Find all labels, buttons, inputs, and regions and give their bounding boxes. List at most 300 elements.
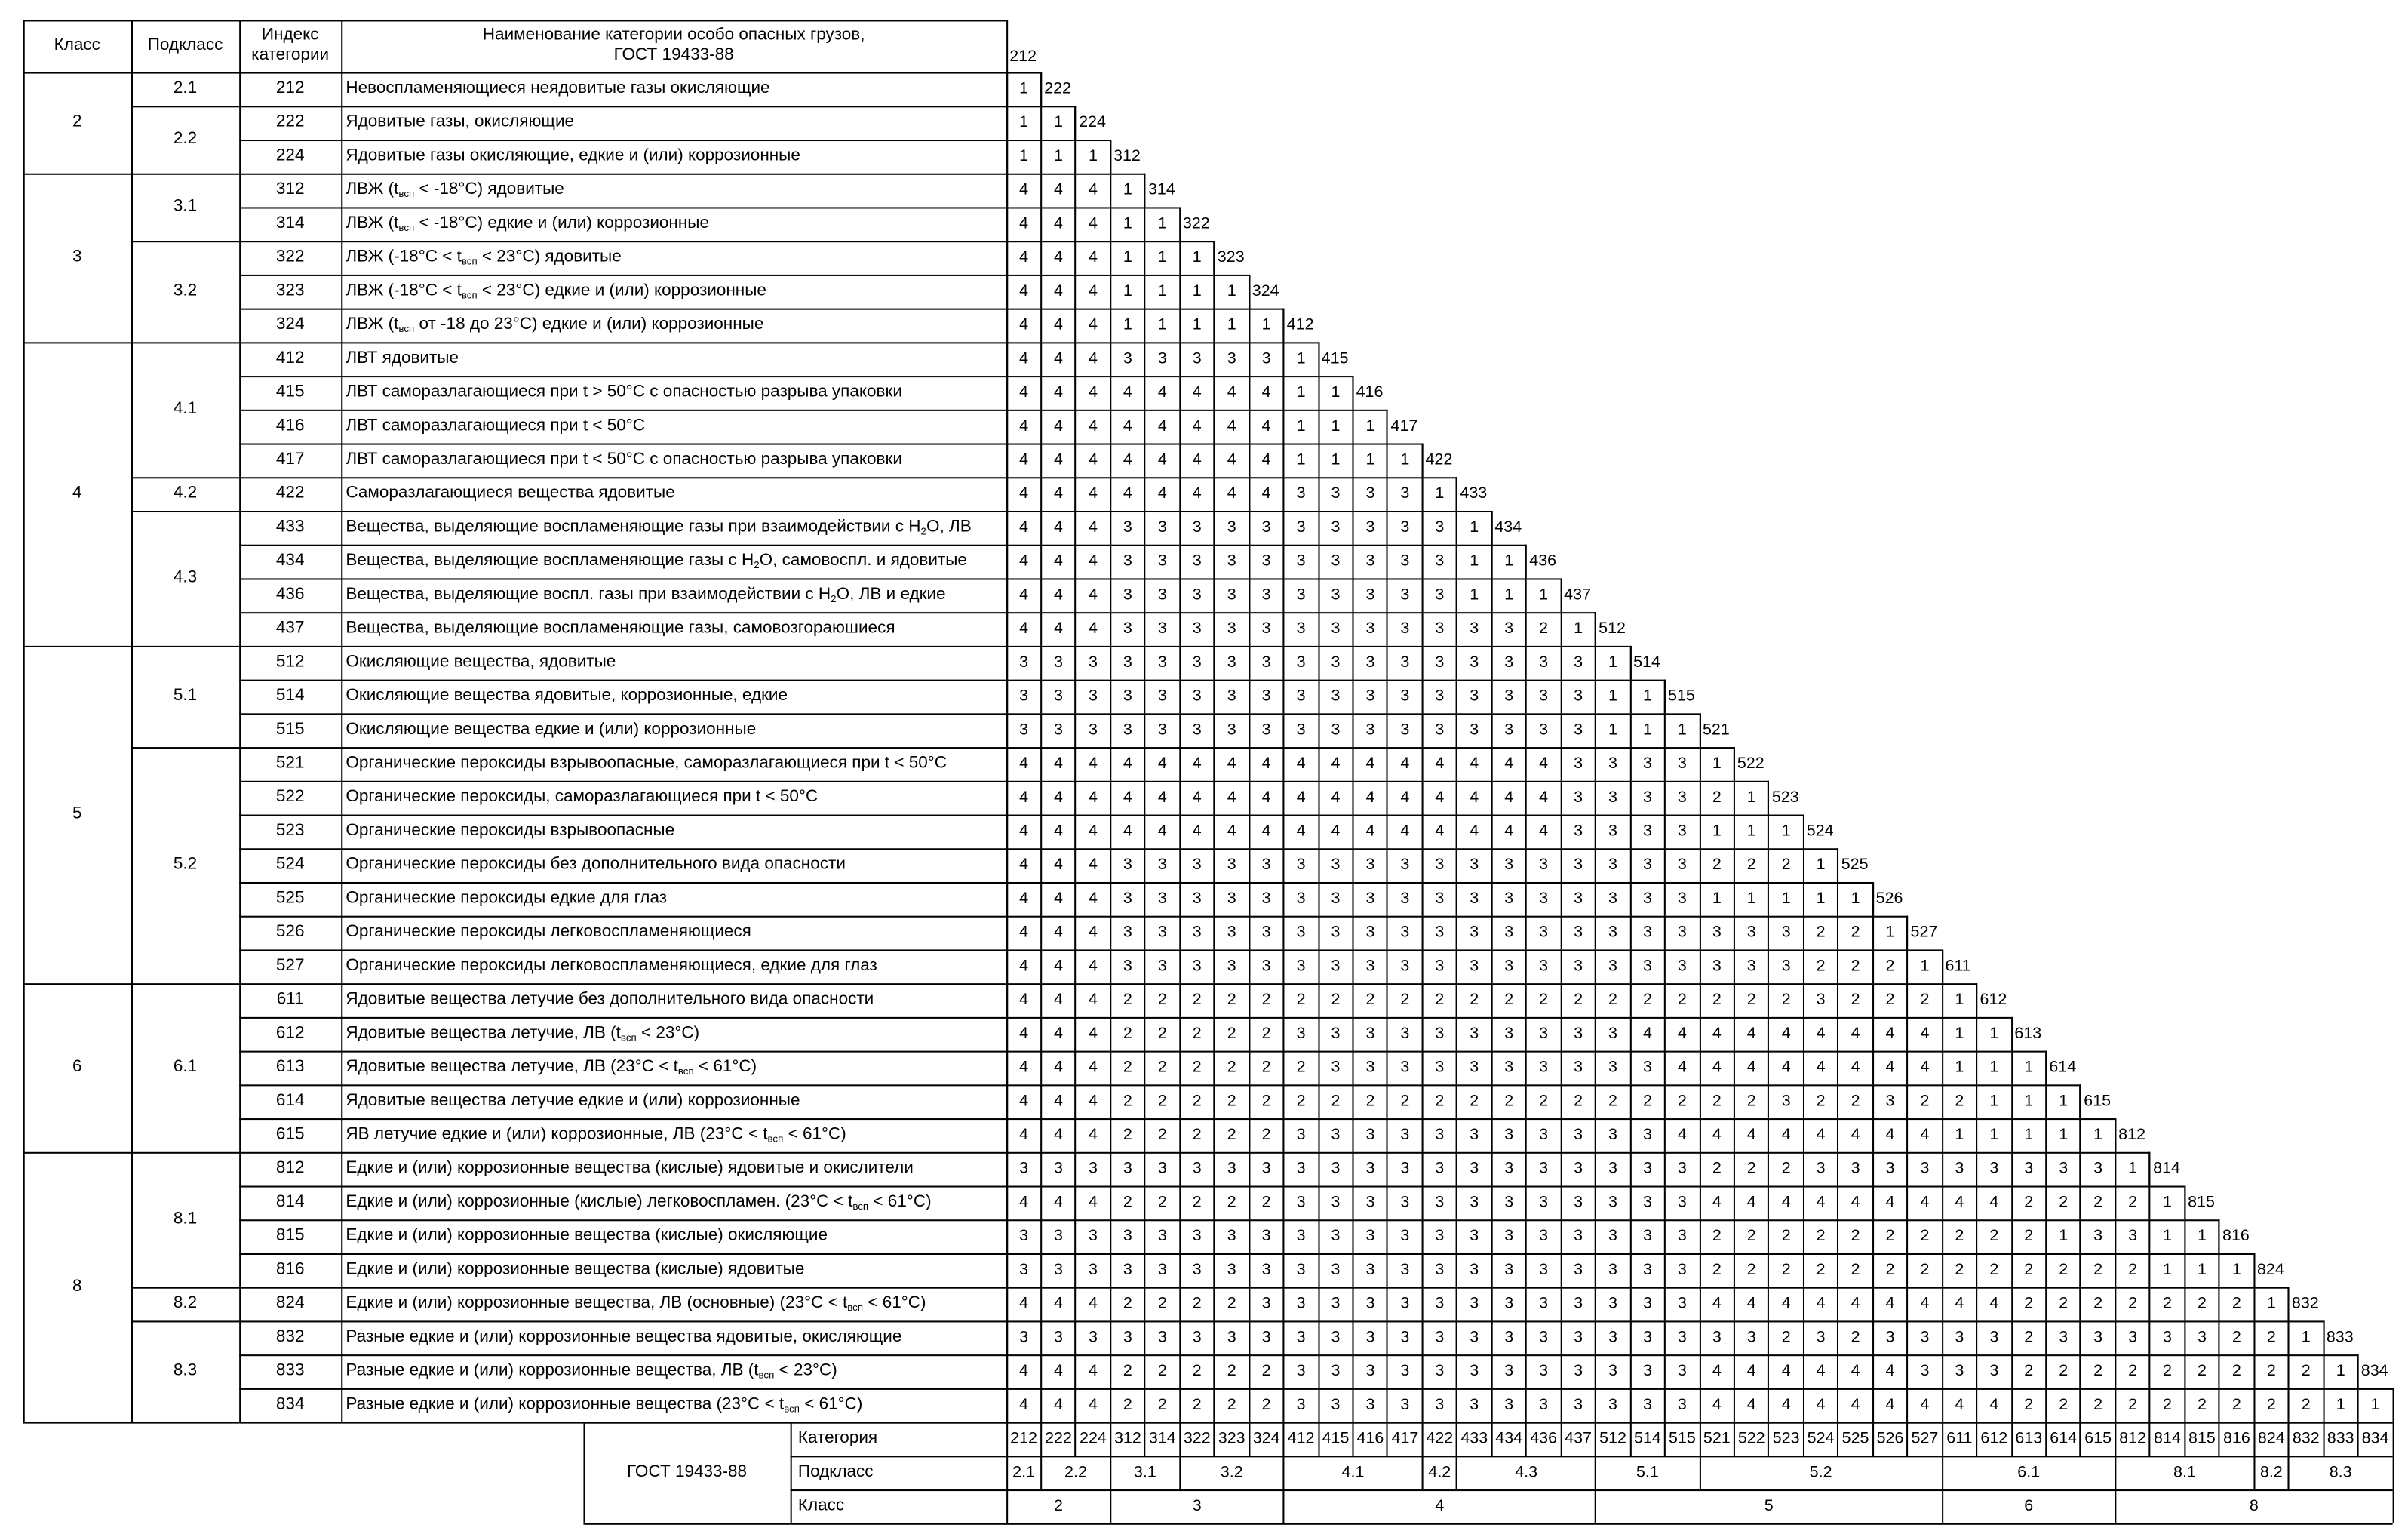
matrix-cell: 4 xyxy=(1712,1024,1722,1043)
matrix-cell-border xyxy=(1179,646,1181,680)
matrix-cell: 2 xyxy=(1608,990,1618,1010)
matrix-cell: 2 xyxy=(2128,1361,2138,1381)
matrix-cell-border xyxy=(1040,1118,1042,1152)
matrix-step-border xyxy=(1283,309,1285,343)
matrix-cell-border xyxy=(1040,916,1042,950)
matrix-cell: 3 xyxy=(1400,1294,1410,1313)
matrix-cell-border xyxy=(1734,1253,1735,1287)
matrix-cell-border xyxy=(1179,848,1181,882)
matrix-cell-border xyxy=(1768,1219,1770,1253)
matrix-cell-border xyxy=(1872,1084,1874,1118)
class-label: 6 xyxy=(72,1057,82,1077)
matrix-cell-border xyxy=(1560,1253,1562,1287)
footer-sub-border xyxy=(1040,1456,1042,1489)
category-name: ЯВ летучие едкие и (или) коррозионные, ЛВ $(23^\circ C < t_{всп} < 61^\circ C)$ xyxy=(346,1125,846,1145)
matrix-cell: 1 xyxy=(1608,687,1618,706)
matrix-cell-border xyxy=(1283,949,1285,983)
matrix-cell-border xyxy=(1075,410,1077,444)
matrix-cell-border xyxy=(1249,646,1250,680)
subclass-label: 5.2 xyxy=(173,855,198,874)
matrix-cell-border xyxy=(1768,1354,1770,1388)
matrix-cell-border xyxy=(1734,781,1735,815)
matrix-cell: 3 xyxy=(2059,1328,2069,1347)
matrix-cell: 4 xyxy=(1331,788,1341,807)
matrix-cell: 2 xyxy=(1920,1091,1930,1111)
matrix-cell: 4 xyxy=(1088,1125,1098,1145)
footer-category: 611 xyxy=(1946,1429,1973,1448)
matrix-cell-border xyxy=(1283,1219,1285,1253)
matrix-cell-border xyxy=(1456,1017,1457,1051)
matrix-cell-border xyxy=(1110,882,1111,916)
matrix-cell-border xyxy=(1872,983,1874,1017)
matrix-cell-border xyxy=(1560,1084,1562,1118)
class-label: 3 xyxy=(72,247,82,266)
matrix-cell-border xyxy=(2010,1354,2012,1388)
matrix-cell-border xyxy=(1179,410,1181,444)
matrix-cell: 2 xyxy=(2093,1395,2103,1414)
matrix-cell-border xyxy=(1560,781,1562,815)
matrix-cell-border xyxy=(1110,1084,1111,1118)
matrix-cell: 3 xyxy=(1296,1226,1306,1246)
matrix-row-border xyxy=(1006,443,1387,444)
matrix-cell: 3 xyxy=(1227,687,1236,706)
diagonal-label: 816 xyxy=(2222,1226,2250,1246)
matrix-cell-border xyxy=(1040,376,1042,410)
matrix-cell: 4 xyxy=(1019,180,1029,199)
footer-class: 2 xyxy=(1054,1496,1064,1516)
category-index: 824 xyxy=(275,1293,305,1313)
matrix-row-border xyxy=(1006,1320,2289,1321)
matrix-cell-border xyxy=(1283,848,1285,882)
matrix-cell-border xyxy=(1421,1354,1423,1388)
matrix-cell: 3 xyxy=(1574,788,1583,807)
matrix-cell-border xyxy=(1318,1219,1319,1253)
matrix-cell-border xyxy=(1906,949,1908,983)
matrix-cell-border xyxy=(1387,983,1388,1017)
matrix-cell-border xyxy=(1283,713,1285,747)
diagonal-label: 437 xyxy=(1564,586,1592,604)
matrix-cell-border xyxy=(1803,949,1804,983)
diagonal-label: 515 xyxy=(1668,687,1695,706)
matrix-cell-border xyxy=(1838,1354,1839,1388)
matrix-cell: 4 xyxy=(1677,1058,1687,1077)
matrix-cell-border xyxy=(1179,1051,1181,1085)
matrix-cell-border xyxy=(1214,342,1215,376)
footer-category: 314 xyxy=(1148,1429,1176,1448)
matrix-cell-border xyxy=(1421,578,1423,612)
matrix-cell-border xyxy=(1214,1186,1215,1220)
matrix-cell: 3 xyxy=(1435,1294,1445,1313)
matrix-cell: 1 xyxy=(2059,1226,2069,1246)
matrix-cell: 3 xyxy=(1331,1328,1341,1347)
matrix-cell-border xyxy=(1352,882,1353,916)
matrix-cell-border xyxy=(1040,1388,1042,1422)
matrix-cell: 3 xyxy=(1296,1024,1306,1043)
matrix-cell: 3 xyxy=(1608,822,1618,841)
matrix-cell-border xyxy=(1803,1219,1804,1253)
subclass-label: 5.1 xyxy=(173,686,198,706)
matrix-cell: 2 xyxy=(1296,990,1306,1010)
matrix-cell: 4 xyxy=(1054,450,1064,469)
matrix-cell: 2 xyxy=(1642,1091,1652,1111)
footer-cat-border xyxy=(2184,1422,2185,1456)
category-name: ЛВЖ ($t_{всп}$ от -18 до 23°C) едкие и (или) коррозионные xyxy=(346,315,764,336)
matrix-cell-border xyxy=(1387,848,1388,882)
matrix-cell-border xyxy=(2045,1118,2047,1152)
matrix-cell: 3 xyxy=(1885,1328,1895,1347)
matrix-cell-border xyxy=(1906,1084,1908,1118)
matrix-cell: 2 xyxy=(1851,1260,1860,1280)
matrix-cell: 3 xyxy=(1608,1226,1618,1246)
matrix-cell: 3 xyxy=(1227,1226,1236,1246)
matrix-cell-border xyxy=(1941,1017,1943,1051)
matrix-cell: 3 xyxy=(1539,1159,1549,1178)
matrix-cell: 2 xyxy=(1642,990,1652,1010)
footer-cat-border xyxy=(1214,1422,1215,1456)
matrix-cell: 1 xyxy=(1123,281,1132,300)
matrix-cell: 4 xyxy=(1054,1395,1064,1414)
matrix-cell-border xyxy=(1734,1388,1735,1422)
matrix-cell-border xyxy=(2253,1388,2255,1422)
matrix-cell: 4 xyxy=(1019,586,1029,604)
matrix-cell: 3 xyxy=(1608,855,1618,875)
matrix-cell: 4 xyxy=(1816,1125,1826,1145)
matrix-cell-border xyxy=(1906,1287,1908,1321)
footer-border xyxy=(1006,1422,1007,1523)
matrix-cell-border xyxy=(1179,1354,1181,1388)
matrix-cell: 2 xyxy=(1192,1024,1202,1043)
matrix-cell: 4 xyxy=(1781,1294,1791,1313)
matrix-cell-border xyxy=(1352,747,1353,781)
matrix-cell-border xyxy=(1318,376,1319,410)
matrix-cell-border xyxy=(1941,983,1943,1017)
matrix-cell-border xyxy=(1110,983,1111,1017)
matrix-cell-border xyxy=(1318,612,1319,646)
matrix-cell-border xyxy=(1664,1287,1666,1321)
matrix-cell: 3 xyxy=(1261,1260,1271,1280)
matrix-cell: 3 xyxy=(1331,484,1341,503)
footer-cat-border xyxy=(1318,1422,1319,1456)
category-name: Едкие и (или) коррозионные вещества (кислые) ядовитые xyxy=(346,1260,805,1279)
matrix-cell: 3 xyxy=(1608,1361,1618,1381)
footer-cat-border xyxy=(1941,1422,1943,1456)
matrix-cell: 4 xyxy=(1157,754,1167,773)
matrix-row-border xyxy=(1006,1185,2150,1186)
footer-category: 515 xyxy=(1668,1429,1696,1448)
matrix-cell: 2 xyxy=(1261,1125,1271,1145)
matrix-cell-border xyxy=(1110,916,1111,950)
footer-cat-border xyxy=(1144,1422,1146,1456)
matrix-cell: 3 xyxy=(1400,1193,1410,1212)
matrix-cell: 2 xyxy=(1123,1125,1132,1145)
matrix-row-border xyxy=(1006,712,1665,714)
matrix-cell-border xyxy=(1803,983,1804,1017)
matrix-left-border xyxy=(1006,72,1007,1422)
matrix-cell: 4 xyxy=(1019,990,1029,1010)
matrix-cell: 3 xyxy=(1677,1226,1687,1246)
matrix-cell: 3 xyxy=(1435,619,1445,638)
matrix-cell-border xyxy=(1040,511,1042,545)
matrix-cell: 2 xyxy=(1851,990,1860,1010)
matrix-cell-border xyxy=(2045,1320,2047,1354)
matrix-cell: 3 xyxy=(1227,1260,1236,1280)
row-border xyxy=(239,274,1006,275)
matrix-step-border xyxy=(2149,1152,2151,1186)
matrix-step-border xyxy=(2150,1185,2185,1186)
matrix-cell-border xyxy=(1387,781,1388,815)
matrix-cell-border xyxy=(1803,1186,1804,1220)
matrix-cell: 3 xyxy=(1365,484,1375,503)
matrix-cell-border xyxy=(1768,1118,1770,1152)
matrix-cell-border xyxy=(1595,1051,1596,1085)
matrix-cell: 3 xyxy=(1261,687,1271,706)
matrix-step-border xyxy=(1457,510,1491,512)
matrix-cell-border xyxy=(2253,1287,2255,1321)
matrix-cell-border xyxy=(1110,1354,1111,1388)
row-border xyxy=(239,1084,1006,1085)
matrix-cell-border xyxy=(2045,1287,2047,1321)
matrix-cell-border xyxy=(2010,1388,2012,1422)
matrix-cell: 3 xyxy=(1157,1260,1167,1280)
footer-subclass: 8.3 xyxy=(2329,1462,2352,1482)
diagonal-label: 614 xyxy=(2049,1058,2077,1077)
matrix-cell: 4 xyxy=(1123,788,1132,807)
matrix-cell: 4 xyxy=(1019,417,1029,435)
matrix-cell: 2 xyxy=(1955,1091,1964,1111)
matrix-cell-border xyxy=(1595,1017,1596,1051)
matrix-cell-border xyxy=(1352,916,1353,950)
matrix-cell: 2 xyxy=(1746,990,1756,1010)
matrix-cell-border xyxy=(1803,916,1804,950)
matrix-cell: 4 xyxy=(1504,788,1514,807)
matrix-cell-border xyxy=(1941,1152,1943,1186)
matrix-cell-border xyxy=(1872,1219,1874,1253)
category-name: Вещества, выделяющие воспл. газы при взаимодействии с $H_2O$, ЛВ и едкие xyxy=(346,585,946,606)
matrix-cell-border xyxy=(1179,1186,1181,1220)
matrix-cell: 3 xyxy=(1054,1159,1064,1178)
matrix-cell: 1 xyxy=(2301,1328,2311,1347)
matrix-cell: 1 xyxy=(1296,383,1306,402)
matrix-cell: 3 xyxy=(1331,687,1341,706)
class-label: 8 xyxy=(72,1277,82,1296)
matrix-cell-border xyxy=(1214,1354,1215,1388)
category-index: 612 xyxy=(275,1024,305,1043)
matrix-cell-border xyxy=(1040,309,1042,343)
matrix-cell-border xyxy=(1421,680,1423,714)
matrix-cell-border xyxy=(1144,1084,1146,1118)
matrix-cell: 3 xyxy=(1365,1260,1375,1280)
matrix-cell-border xyxy=(1941,1051,1943,1085)
matrix-cell: 4 xyxy=(1123,754,1132,773)
matrix-cell-border xyxy=(2080,1219,2081,1253)
matrix-cell: 3 xyxy=(1157,889,1167,908)
matrix-cell-border xyxy=(1110,848,1111,882)
matrix-cell-border xyxy=(1734,916,1735,950)
matrix-cell-border xyxy=(2010,1152,2012,1186)
matrix-cell: 3 xyxy=(1574,653,1583,672)
matrix-cell: 3 xyxy=(1054,653,1064,672)
matrix-cell: 3 xyxy=(1574,1024,1583,1043)
matrix-cell: 2 xyxy=(1192,1294,1202,1313)
matrix-cell-border xyxy=(1214,444,1215,478)
matrix-cell-border xyxy=(1249,848,1250,882)
matrix-cell: 3 xyxy=(1157,1226,1167,1246)
matrix-cell: 4 xyxy=(1816,1058,1826,1077)
matrix-cell-border xyxy=(1491,848,1492,882)
matrix-cell: 3 xyxy=(1504,1294,1514,1313)
matrix-cell: 3 xyxy=(1470,923,1479,942)
matrix-cell-border xyxy=(1872,949,1874,983)
matrix-cell-border xyxy=(1318,916,1319,950)
matrix-cell-border xyxy=(1214,410,1215,444)
matrix-cell: 4 xyxy=(1989,1395,1999,1414)
matrix-cell: 3 xyxy=(1123,552,1132,570)
footer-category: 433 xyxy=(1460,1429,1488,1448)
matrix-cell: 1 xyxy=(1157,214,1167,233)
matrix-cell: 4 xyxy=(1054,383,1064,402)
matrix-cell-border xyxy=(1629,1017,1631,1051)
matrix-cell: 2 xyxy=(1192,1193,1202,1212)
matrix-cell: 2 xyxy=(1746,1226,1756,1246)
subclass-border xyxy=(131,1422,239,1423)
footer-category: 322 xyxy=(1183,1429,1211,1448)
matrix-cell-border xyxy=(1491,1186,1492,1220)
matrix-cell: 3 xyxy=(1157,653,1167,672)
matrix-cell: 2 xyxy=(2024,1395,2034,1414)
matrix-cell: 4 xyxy=(1088,586,1098,604)
matrix-cell: 1 xyxy=(1019,79,1029,98)
matrix-cell: 3 xyxy=(1157,619,1167,638)
matrix-cell: 4 xyxy=(1885,1361,1895,1381)
matrix-cell-border xyxy=(1456,1354,1457,1388)
matrix-cell-border xyxy=(2149,1320,2151,1354)
matrix-cell: 4 xyxy=(1054,889,1064,908)
category-index: 212 xyxy=(275,78,305,98)
matrix-cell: 3 xyxy=(1955,1328,1964,1347)
matrix-cell: 1 xyxy=(1400,450,1410,469)
category-index: 322 xyxy=(275,247,305,266)
footer-subclass: 3.1 xyxy=(1133,1462,1156,1482)
matrix-cell-border xyxy=(1283,781,1285,815)
matrix-cell: 3 xyxy=(1470,1395,1479,1414)
matrix-cell-border xyxy=(1075,174,1077,208)
matrix-cell-border xyxy=(1387,578,1388,612)
matrix-cell-border xyxy=(1491,815,1492,849)
matrix-cell-border xyxy=(1110,511,1111,545)
matrix-cell: 1 xyxy=(1227,315,1236,334)
matrix-cell: 3 xyxy=(1365,653,1375,672)
matrix-cell-border xyxy=(1387,1253,1388,1287)
matrix-cell-border xyxy=(1040,646,1042,680)
category-index: 527 xyxy=(275,956,305,975)
matrix-cell: 4 xyxy=(1019,383,1029,402)
matrix-cell-border xyxy=(1318,511,1319,545)
matrix-cell: 1 xyxy=(1781,889,1791,908)
matrix-cell: 4 xyxy=(1054,247,1064,267)
matrix-cell: 4 xyxy=(1227,754,1236,773)
matrix-cell: 4 xyxy=(1192,417,1202,435)
matrix-cell: 3 xyxy=(1608,1024,1618,1043)
matrix-cell-border xyxy=(2010,1118,2012,1152)
footer-class: 6 xyxy=(2024,1496,2034,1516)
matrix-step-border xyxy=(1907,948,1942,950)
matrix-cell-border xyxy=(1249,1354,1250,1388)
diagonal-label: 322 xyxy=(1182,214,1210,233)
category-index: 422 xyxy=(275,484,305,503)
matrix-cell-border xyxy=(1734,1084,1735,1118)
matrix-cell: 1 xyxy=(1608,653,1618,672)
matrix-cell-border xyxy=(1075,1354,1077,1388)
footer-sub-border xyxy=(1283,1456,1285,1489)
matrix-cell: 2 xyxy=(1920,1260,1930,1280)
matrix-step-border xyxy=(1249,308,1284,309)
matrix-row-border xyxy=(1006,982,1942,984)
matrix-cell: 4 xyxy=(1227,450,1236,469)
footer-category: 416 xyxy=(1356,1429,1384,1448)
subclass-label: 8.3 xyxy=(173,1361,198,1380)
matrix-cell: 3 xyxy=(1019,1260,1029,1280)
matrix-cell: 3 xyxy=(1920,1361,1930,1381)
matrix-cell: 1 xyxy=(2197,1226,2207,1246)
matrix-cell-border xyxy=(1699,1186,1700,1220)
matrix-cell-border xyxy=(1318,781,1319,815)
category-index: 323 xyxy=(275,281,305,300)
matrix-cell-border xyxy=(1906,1118,1908,1152)
matrix-cell: 4 xyxy=(1157,417,1167,435)
matrix-cell: 4 xyxy=(1088,855,1098,875)
matrix-cell-border xyxy=(1976,1017,1977,1051)
matrix-cell: 4 xyxy=(1955,1395,1964,1414)
matrix-step-border xyxy=(1144,174,1146,208)
matrix-cell-border xyxy=(1214,815,1215,849)
class-border xyxy=(23,645,131,647)
matrix-cell: 3 xyxy=(1331,855,1341,875)
matrix-cell: 3 xyxy=(1435,855,1445,875)
matrix-cell: 3 xyxy=(1504,957,1514,976)
matrix-cell: 4 xyxy=(1019,1193,1029,1212)
matrix-cell-border xyxy=(1110,713,1111,747)
matrix-cell-border xyxy=(1075,545,1077,579)
matrix-cell-border xyxy=(1352,1287,1353,1321)
row-border xyxy=(239,1219,1006,1220)
row-border xyxy=(239,847,1006,849)
matrix-cell-border xyxy=(1179,713,1181,747)
matrix-cell: 3 xyxy=(1746,1328,1756,1347)
matrix-cell: 3 xyxy=(1296,721,1306,739)
matrix-cell-border xyxy=(1214,1017,1215,1051)
matrix-cell: 2 xyxy=(1261,1361,1271,1381)
matrix-cell-border xyxy=(1421,1320,1423,1354)
matrix-cell-border xyxy=(1214,848,1215,882)
matrix-cell: 4 xyxy=(1123,484,1132,503)
matrix-cell: 2 xyxy=(1470,1091,1479,1111)
matrix-cell-border xyxy=(1075,241,1077,275)
matrix-cell-border xyxy=(1595,882,1596,916)
matrix-cell: 3 xyxy=(1504,855,1514,875)
footer-border xyxy=(582,1422,584,1523)
matrix-cell-border xyxy=(1560,983,1562,1017)
matrix-cell: 3 xyxy=(1574,1328,1583,1347)
matrix-cell-border xyxy=(1595,713,1596,747)
footer-cat-border xyxy=(1906,1422,1908,1456)
matrix-cell: 4 xyxy=(1054,1193,1064,1212)
matrix-step-border xyxy=(2357,1354,2359,1388)
matrix-cell: 3 xyxy=(1019,1328,1029,1347)
matrix-cell: 3 xyxy=(1885,1091,1895,1111)
matrix-cell: 3 xyxy=(1019,1159,1029,1178)
footer-sub-border xyxy=(1421,1456,1423,1489)
footer-sub-border xyxy=(2253,1456,2255,1489)
